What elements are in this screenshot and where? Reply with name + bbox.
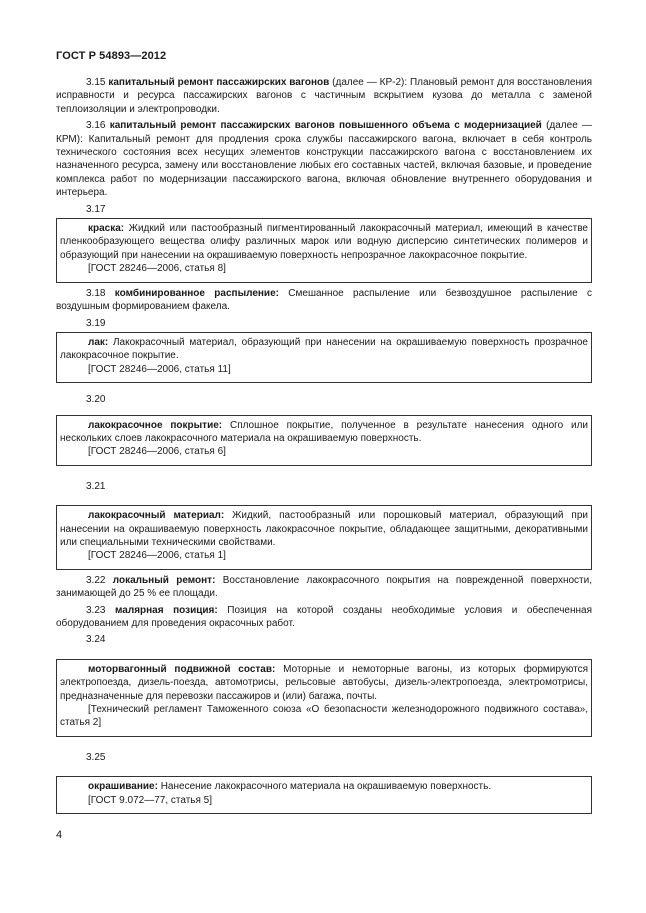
definition-text: Смешанное распыление или безвоздушное распыление с воздушным формированием факела.	[56, 287, 592, 313]
item-number: 3.23	[86, 604, 106, 616]
source-reference: [ГОСТ 28246—2006, статья 1]	[88, 550, 226, 562]
item-number: 3.25	[86, 751, 106, 763]
definition-3-18	[56, 287, 592, 314]
definition-box-3-17	[56, 218, 592, 283]
definition-box-3-20	[56, 415, 592, 466]
definition-3-23	[56, 604, 592, 631]
term: капитальный ремонт пассажирских вагонов повышенного объема с модернизацией	[109, 120, 542, 132]
term: локальный ремонт:	[112, 574, 216, 586]
definition-3-22	[56, 574, 592, 601]
term: лак:	[88, 336, 109, 348]
definition-text: Моторные и немоторные вагоны, из которых формируются электропоезда, дизель-поезда, автомотрисы, рельсовые автобусы, дизель-электропоезда, электромотрисы, предназначенные для перевозки пассажиров и (или) багажа, почты.	[60, 663, 588, 702]
definition-box-3-24	[56, 659, 592, 737]
definition-text: (далее — КР-2): Плановый ремонт для восстановления исправности и ресурса пассажирских вагонов с частичным вскрытием кузова до металла с заменой теплоизоляции и электропроводки.	[56, 77, 592, 115]
definition-3-16	[56, 119, 592, 199]
source-reference: [ГОСТ 28246—2006, статья 6]	[88, 446, 226, 458]
source-reference: [ГОСТ 28246—2006, статья 11]	[88, 363, 231, 375]
definition-text: Восстановление лакокрасочного покрытия на поврежденной поверхности, занимающей до 25 % ее площади.	[56, 574, 592, 600]
definition-text: Нанесение лакокрасочного материала на окрашиваемую поверхность.	[157, 781, 492, 793]
item-number: 3.19	[86, 317, 106, 329]
item-number: 3.18	[86, 287, 106, 299]
item-number: 3.22	[86, 574, 106, 586]
item-number: 3.15	[86, 77, 106, 88]
term: капитальный ремонт пассажирских вагонов	[108, 77, 330, 88]
term: окрашивание:	[88, 781, 158, 793]
term: краска:	[88, 223, 125, 235]
source-reference: [Технический регламент Таможенного союза «О безопасности железнодорожного подвижного состава», статья 2]	[60, 704, 588, 729]
definition-3-15	[56, 76, 592, 116]
item-number: 3.24	[86, 634, 106, 646]
term: комбинированное распыление:	[114, 287, 279, 299]
definition-box-3-19	[56, 332, 592, 383]
definition-text: (далее — КРМ): Капитальный ремонт для продления срока службы пассажирского вагона, включает в себя контроль технического состояния всех несущих элементов конструкции пассажирского вагона с восстановлением их назначенного ресурса, замену или восстановление любых его составных частей, включая базовые, и проведение комплекса работ по модернизации пассажирского вагона, включая обновление внутреннего оборудования и интерьера.	[56, 120, 592, 199]
document-body	[56, 76, 592, 818]
definition-text: Жидкий, пастообразный или порошковый материал, образующий при нанесении на окрашиваемую поверхность лакокрасочное покрытие, обладающее защитными, декоративными или специальными техническими свойствами.	[60, 510, 588, 548]
document-header: ГОСТ Р 54893—2012	[56, 50, 167, 62]
definition-text: Сплошное покрытие, полученное в результате нанесения одного или нескольких слоев лакокрасочного материала на окрашиваемую поверхность.	[60, 419, 588, 444]
source-reference: [ГОСТ 9.072—77, статья 5]	[88, 794, 213, 806]
definition-text: Жидкий или пастообразный пигментированный лакокрасочный материал, имеющий в качестве пленкообразующего вещества олифу различных марок или водную дисперсию синтетических полимеров и образующий при нанесении на окрашиваемую поверхность непрозрачное лакокрасочное покрытие.	[60, 223, 588, 261]
source-reference: [ГОСТ 28246—2006, статья 8]	[88, 263, 226, 275]
definition-text: Позиция на которой созданы необходимые условия и обеспеченная оборудованием для проведения окрасочных работ.	[56, 604, 593, 629]
term: лакокрасочный материал:	[88, 510, 225, 522]
item-number: 3.17	[86, 203, 106, 215]
definition-text: Лакокрасочный материал, образующий при нанесении на окрашиваемую поверхность прозрачное лакокрасочное покрытие.	[60, 336, 588, 362]
term: моторвагонный подвижной состав:	[88, 663, 276, 675]
page-number: 4	[56, 829, 63, 841]
definition-box-3-25	[56, 776, 592, 814]
term: лакокрасочное покрытие:	[88, 419, 223, 431]
item-number: 3.16	[86, 120, 106, 132]
definition-box-3-21	[56, 505, 592, 570]
term: малярная позиция:	[115, 604, 218, 616]
item-number: 3.20	[86, 394, 106, 406]
item-number: 3.21	[86, 480, 106, 492]
